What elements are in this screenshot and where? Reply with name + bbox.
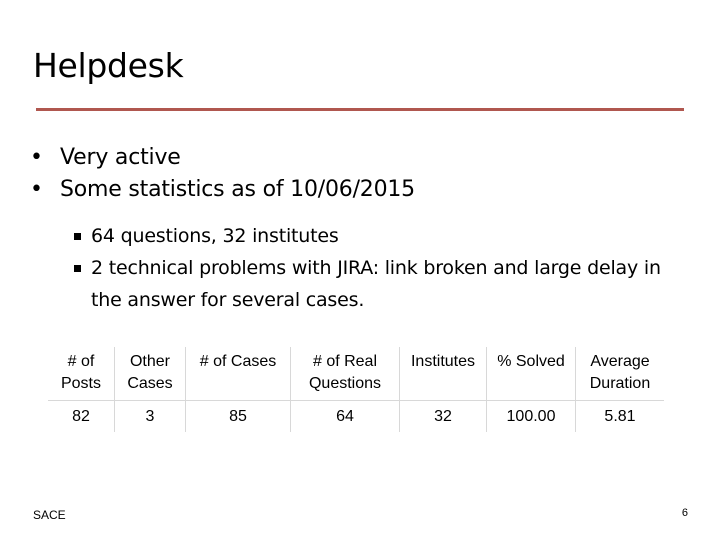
sub-bullet-item xyxy=(74,220,674,252)
cell-other-cases: 3 xyxy=(115,401,186,433)
sub-bullet-item xyxy=(74,252,674,316)
page-number: 6 xyxy=(681,507,688,519)
cell-solved: 100.00 xyxy=(487,401,576,433)
sub-bullet-text: 64 questions, 32 institutes xyxy=(91,225,339,247)
header-solved: % Solved xyxy=(487,347,576,401)
bullet-dot-icon: • xyxy=(30,177,43,202)
statistics-table xyxy=(48,347,664,432)
square-bullet-icon xyxy=(74,233,81,240)
cell-posts: 82 xyxy=(72,408,90,425)
table-header-row xyxy=(48,347,664,401)
cell-institutes: 32 xyxy=(400,401,487,433)
bullet-item xyxy=(30,174,415,206)
cell-average-duration: 5.81 xyxy=(576,401,665,433)
header-institutes: Institutes xyxy=(400,347,487,401)
footer-label: SACE xyxy=(33,508,66,522)
header-real-questions: # of Real Questions xyxy=(291,347,400,401)
header-average-duration: Average Duration xyxy=(576,347,665,401)
slide-title: Helpdesk xyxy=(33,46,184,85)
square-bullet-icon xyxy=(74,265,81,272)
title-underline xyxy=(36,108,684,111)
cell-cases: 85 xyxy=(186,401,291,433)
table-row xyxy=(48,401,664,433)
bullet-dot-icon: • xyxy=(30,145,43,170)
bullet-list xyxy=(30,142,415,206)
bullet-text: Very active xyxy=(60,145,181,170)
sub-bullet-list xyxy=(74,220,674,316)
bullet-item xyxy=(30,142,415,174)
header-posts: # of Posts xyxy=(60,353,101,392)
bullet-text: Some statistics as of 10/06/2015 xyxy=(60,177,415,202)
header-cases: # of Cases xyxy=(186,347,291,401)
header-other-cases: Other Cases xyxy=(115,347,186,401)
cell-real-questions: 64 xyxy=(291,401,400,433)
sub-bullet-text: 2 technical problems with JIRA: link broken and large delay in the answer for several cases. xyxy=(91,257,661,311)
